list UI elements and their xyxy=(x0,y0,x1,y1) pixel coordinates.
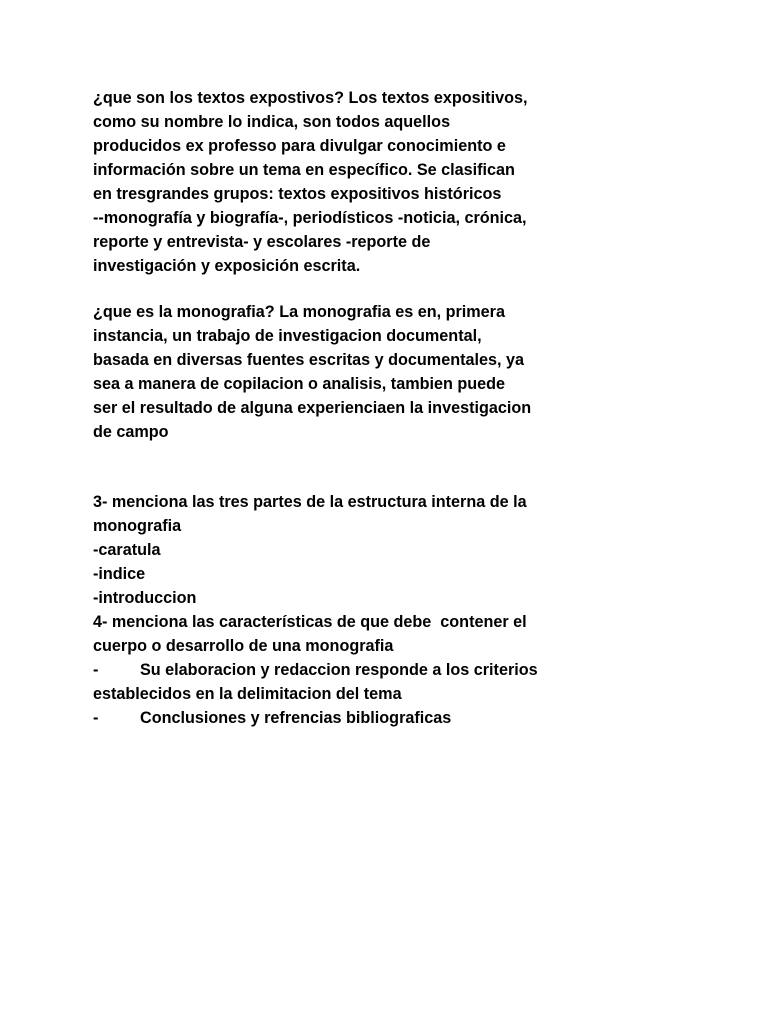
paragraph-monografia xyxy=(93,300,593,444)
bullet-dash: - xyxy=(93,661,99,679)
text-line: basada en diversas fuentes escritas y documentales, ya xyxy=(93,351,524,369)
text-line: ¿que son los textos expostivos? Los textos expositivos, xyxy=(93,89,528,107)
text-line: sea a manera de copilacion o analisis, tambien puede xyxy=(93,375,506,393)
text-line: ser el resultado de alguna experienciaen la investigacion xyxy=(93,399,532,417)
paragraph-gap xyxy=(93,444,593,490)
text-line: como su nombre lo indica, son todos aquellos xyxy=(93,113,451,131)
bullet-continuation: establecidos en la delimitacion del tema xyxy=(93,685,402,703)
text-line: -introduccion xyxy=(93,589,197,607)
text-line: monografia xyxy=(93,517,182,535)
text-line: en tresgrandes grupos: textos expositivos históricos xyxy=(93,185,502,203)
text-line: cuerpo o desarrollo de una monografia xyxy=(93,637,394,655)
text-line: investigación y exposición escrita. xyxy=(93,257,361,275)
text-line: --monografía y biografía-, periodísticos -noticia, crónica, xyxy=(93,209,527,227)
text-line: instancia, un trabajo de investigacion documental, xyxy=(93,327,482,345)
text-line: ¿que es la monografia? La monografia es en, primera xyxy=(93,303,505,321)
paragraph-questions xyxy=(93,490,593,658)
bullet-list xyxy=(93,658,593,730)
bullet-dash: - xyxy=(93,709,99,727)
paragraph-textos-expositivos xyxy=(93,86,593,278)
text-line: -indice xyxy=(93,565,146,583)
bullet-item xyxy=(93,706,593,730)
document-body xyxy=(93,86,593,730)
text-line: 4- menciona las características de que debe contener el xyxy=(93,613,527,631)
text-line: reporte y entrevista- y escolares -reporte de xyxy=(93,233,431,251)
text-line: información sobre un tema en específico. Se clasifican xyxy=(93,161,515,179)
bullet-text: Conclusiones y refrencias bibliograficas xyxy=(140,709,452,727)
text-line: 3- menciona las tres partes de la estructura interna de la xyxy=(93,493,527,511)
text-line: de campo xyxy=(93,423,169,441)
bullet-text: Su elaboracion y redaccion responde a los criterios xyxy=(140,661,538,679)
text-line: -caratula xyxy=(93,541,161,559)
text-line: producidos ex professo para divulgar conocimiento e xyxy=(93,137,506,155)
paragraph-gap xyxy=(93,278,593,300)
bullet-item xyxy=(93,658,593,682)
